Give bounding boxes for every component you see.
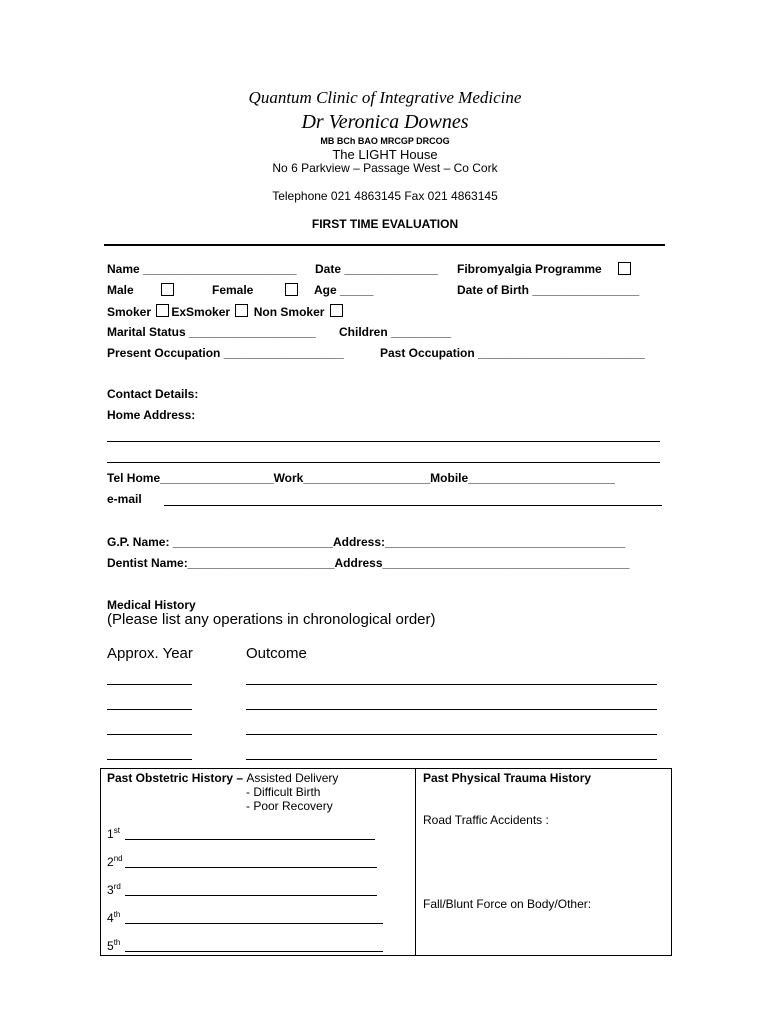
smoker-row bbox=[107, 304, 345, 319]
row-ordinal: th bbox=[113, 938, 121, 947]
date-of-birth-field[interactable]: Date of Birth ________________ bbox=[457, 283, 640, 297]
obstetric-line-5[interactable] bbox=[125, 951, 383, 952]
outcome-line-3[interactable] bbox=[246, 734, 657, 735]
obstetric-row-1 bbox=[107, 826, 120, 841]
male-checkbox[interactable] bbox=[161, 283, 174, 296]
smoker-checkbox[interactable] bbox=[156, 304, 169, 317]
year-line-1[interactable] bbox=[107, 684, 192, 685]
building-name: The LIGHT House bbox=[332, 147, 438, 162]
children-field[interactable]: Children _________ bbox=[339, 325, 452, 339]
obstetric-row-2 bbox=[107, 854, 123, 869]
email-label: e-mail bbox=[107, 492, 142, 506]
nonsmoker-checkbox[interactable] bbox=[330, 304, 343, 317]
history-table bbox=[100, 768, 672, 956]
female-label: Female bbox=[212, 283, 254, 297]
outcome-line-4[interactable] bbox=[246, 759, 657, 760]
home-address-line-1[interactable] bbox=[107, 441, 660, 442]
home-address-label: Home Address: bbox=[107, 408, 196, 422]
email-field[interactable] bbox=[164, 505, 662, 506]
obstetric-heading: Past Obstetric History bbox=[107, 771, 234, 785]
row-ordinal: th bbox=[113, 910, 121, 919]
obstetric-dash: – bbox=[233, 771, 247, 785]
obstetric-difficult-birth: - Difficult Birth bbox=[246, 785, 321, 799]
row-number: 2 bbox=[107, 855, 114, 869]
male-label: Male bbox=[107, 283, 134, 297]
doctor-name: Dr Veronica Downes bbox=[301, 111, 469, 133]
age-field[interactable]: Age _____ bbox=[314, 283, 374, 297]
row-number: 4 bbox=[107, 911, 114, 925]
obstetric-row-4 bbox=[107, 910, 120, 925]
exsmoker-label: ExSmoker bbox=[171, 305, 231, 319]
fibromyalgia-checkbox[interactable] bbox=[618, 262, 631, 275]
obstetric-line-1[interactable] bbox=[125, 839, 375, 840]
contact-details-heading: Contact Details: bbox=[107, 387, 199, 401]
year-line-3[interactable] bbox=[107, 734, 192, 735]
fibromyalgia-label: Fibromyalgia Programme bbox=[457, 262, 602, 276]
history-table-divider bbox=[415, 768, 416, 956]
smoker-label: Smoker bbox=[107, 305, 152, 319]
year-line-4[interactable] bbox=[107, 759, 192, 760]
form-title: FIRST TIME EVALUATION bbox=[311, 217, 459, 231]
present-occupation-field[interactable]: Present Occupation __________________ bbox=[107, 346, 344, 360]
obstetric-row-5 bbox=[107, 938, 120, 953]
trauma-heading: Past Physical Trauma History bbox=[423, 771, 592, 785]
obstetric-row-3 bbox=[107, 882, 121, 897]
name-field[interactable]: Name _______________________ bbox=[107, 262, 297, 276]
gp-fields[interactable]: G.P. Name: ________________________Address:____________________________________ bbox=[107, 535, 626, 549]
obstetric-line-3[interactable] bbox=[125, 895, 377, 896]
obstetric-line-2[interactable] bbox=[125, 867, 377, 868]
row-number: 3 bbox=[107, 883, 114, 897]
row-number: 1 bbox=[107, 827, 114, 841]
obstetric-poor-recovery: - Poor Recovery bbox=[246, 799, 333, 813]
road-traffic-accidents-label: Road Traffic Accidents : bbox=[423, 813, 549, 827]
nonsmoker-label: Non Smoker bbox=[253, 305, 325, 319]
year-line-2[interactable] bbox=[107, 709, 192, 710]
qualifications: MB BCh BAO MRCGP DRCOG bbox=[320, 136, 450, 146]
exsmoker-checkbox[interactable] bbox=[235, 304, 248, 317]
obstetric-line-4[interactable] bbox=[125, 923, 383, 924]
blunt-force-label: Fall/Blunt Force on Body/Other: bbox=[423, 897, 592, 911]
clinic-address: No 6 Parkview – Passage West – Co Cork bbox=[272, 161, 498, 175]
outcome-line-2[interactable] bbox=[246, 709, 657, 710]
home-address-line-2[interactable] bbox=[107, 462, 660, 463]
medical-history-heading: Medical History bbox=[107, 598, 196, 612]
past-occupation-field[interactable]: Past Occupation _________________________ bbox=[380, 346, 645, 360]
medical-history-instruction: (Please list any operations in chronological order) bbox=[107, 611, 436, 628]
row-number: 5 bbox=[107, 939, 114, 953]
approx-year-header: Approx. Year bbox=[107, 645, 193, 662]
row-ordinal: nd bbox=[113, 854, 123, 863]
row-ordinal: st bbox=[113, 826, 120, 835]
outcome-header: Outcome bbox=[246, 645, 307, 662]
row-ordinal: rd bbox=[113, 882, 121, 891]
header-divider bbox=[104, 244, 665, 246]
obstetric-assisted-delivery: Assisted Delivery bbox=[246, 771, 339, 785]
outcome-line-1[interactable] bbox=[246, 684, 657, 685]
dentist-fields[interactable]: Dentist Name:______________________Address_____________________________________ bbox=[107, 556, 630, 570]
marital-status-field[interactable]: Marital Status ___________________ bbox=[107, 325, 316, 339]
female-checkbox[interactable] bbox=[285, 283, 298, 296]
telephone-fields[interactable]: Tel Home_________________Work___________________Mobile______________________ bbox=[107, 471, 615, 485]
clinic-name: Quantum Clinic of Integrative Medicine bbox=[248, 88, 522, 107]
date-field[interactable]: Date ______________ bbox=[315, 262, 438, 276]
phone-fax: Telephone 021 4863145 Fax 021 4863145 bbox=[272, 189, 498, 203]
obstetric-heading-row bbox=[107, 771, 338, 785]
